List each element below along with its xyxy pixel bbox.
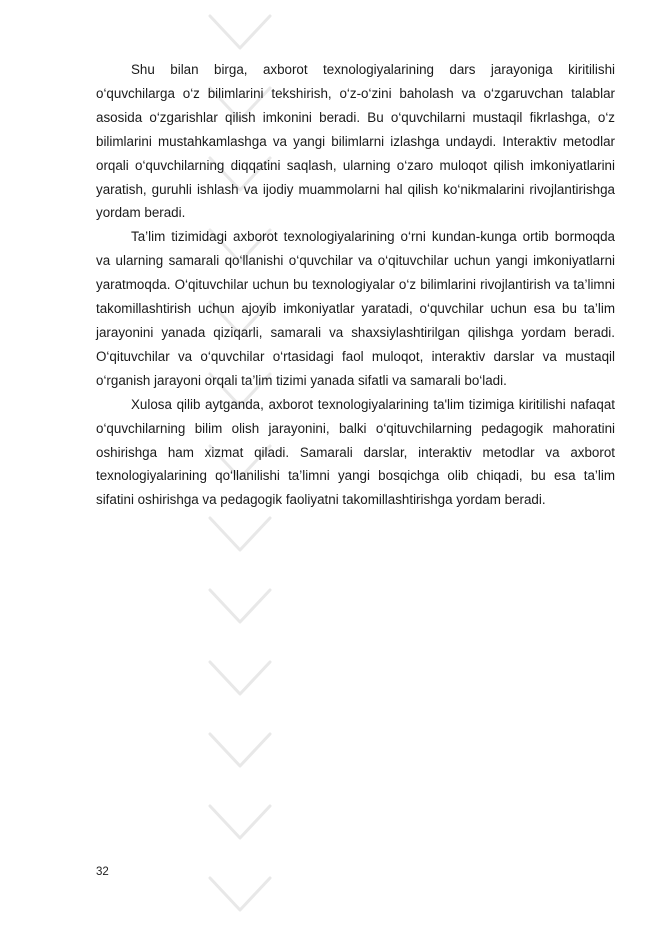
paragraph-1: Shu bilan birga, axborot texnologiyalarining dars jarayoniga kiritilishi o‘quvchilarga o‘z bilimlarini tekshirish, o‘z-o‘zini baholash va o‘zgaruvchan talablar asosida o‘zgarishlar qilish imkonini beradi. Bu o‘quvchilarni mustaqil fikrlashga, o‘z bilimlarini mustahkamlashga va yangi bilimlarni izlashga undaydi. Interaktiv metodlar orqali o‘quvchilarning diqqatini saqlash, ularning o‘zaro muloqot qilish imkoniyatlarini yaratish, guruhli ishlash va ijodiy muammolarni hal qilish ko‘nikmalarini rivojlantirishga yordam beradi. [96,62,615,221]
page-number: 32 [96,866,109,878]
paragraph-3: Xulosa qilib aytganda, axborot texnologiyalarining ta'lim tizimiga kiritilishi nafaqat o‘quvchilarning bilim olish jarayonini, balki o‘qituvchilarning pedagogik mahoratini oshirishga ham xizmat qiladi. Samarali darslar, interaktiv metodlar va axborot texnologiyalarining qo‘llanilishi ta’limni yangi bosqichga olib chiqadi, bu esa ta’lim sifatini oshirishga va pedagogik faoliyatni takomillashtirishga yordam beradi. [96,396,615,508]
paragraph-2: Ta’lim tizimidagi axborot texnologiyalarining o‘rni kundan-kunga ortib bormoqda va ularning samarali qo‘llanishi o‘quvchilar va o‘qituvchilar uchun yangi imkoniyatlarni yaratmoqda. O‘qituvchilar uchun bu texnologiyalar o‘z bilimlarini rivojlantirish va ta’limni takomillashtirish uchun ajoyib imkoniyatlar yaratadi, o‘quvchilar uchun esa bu ta’lim jarayonini yanada qiziqarli, samarali va shaxsiylashtirilgan qilishga yordam beradi. O‘qituvchilar va o‘quvchilar o‘rtasidagi faol muloqot, interaktiv darslar va mustaqil o‘rganish jarayoni orqali ta’lim tizimi yanada sifatli va samarali bo‘ladi. [96,229,615,388]
body-text [96,58,615,512]
